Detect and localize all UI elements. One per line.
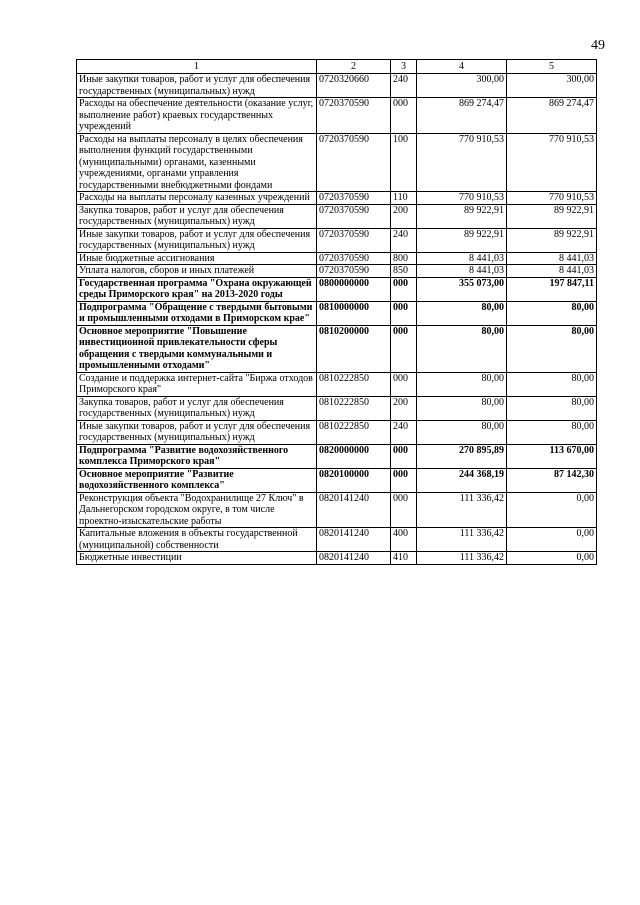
budget-table — [76, 59, 597, 565]
table-row — [77, 444, 597, 468]
row-amount-cell: 8 441,03 — [417, 265, 507, 278]
column-header: 5 — [507, 60, 597, 74]
row-amount-cell: 89 922,91 — [417, 204, 507, 228]
row-amount-cell: 89 922,91 — [507, 204, 597, 228]
table-row — [77, 301, 597, 325]
table-row — [77, 492, 597, 528]
page-number: 49 — [591, 38, 605, 53]
row-expense-type-cell: 240 — [391, 420, 417, 444]
row-name-cell: Государственная программа "Охрана окружающей среды Приморского края" на 2013-2020 годы — [77, 277, 317, 301]
row-amount-cell: 770 910,53 — [417, 133, 507, 192]
row-amount-cell: 80,00 — [417, 325, 507, 372]
row-name-cell: Капитальные вложения в объекты государственной (муниципальной) собственности — [77, 528, 317, 552]
row-code-cell: 0720370590 — [317, 98, 391, 134]
row-expense-type-cell: 240 — [391, 74, 417, 98]
table-row — [77, 325, 597, 372]
row-code-cell: 0720320660 — [317, 74, 391, 98]
row-amount-cell: 8 441,03 — [417, 252, 507, 265]
row-amount-cell: 0,00 — [507, 528, 597, 552]
table-row — [77, 528, 597, 552]
row-name-cell: Иные закупки товаров, работ и услуг для обеспечения государственных (муниципальных) нужд — [77, 420, 317, 444]
row-name-cell: Реконструкция объекта "Водохранилище 27 Ключ" в Дальнегорском городском округе, в том числе проектно-изыскательские работы — [77, 492, 317, 528]
row-expense-type-cell: 800 — [391, 252, 417, 265]
row-name-cell: Иные закупки товаров, работ и услуг для обеспечения государственных (муниципальных) нужд — [77, 228, 317, 252]
row-amount-cell: 87 142,30 — [507, 468, 597, 492]
row-name-cell: Подпрограмма "Развитие водохозяйственного комплекса Приморского края" — [77, 444, 317, 468]
table-row — [77, 228, 597, 252]
row-code-cell: 0820000000 — [317, 444, 391, 468]
row-expense-type-cell: 200 — [391, 204, 417, 228]
table-row — [77, 372, 597, 396]
row-expense-type-cell: 850 — [391, 265, 417, 278]
row-expense-type-cell: 000 — [391, 98, 417, 134]
table-row — [77, 74, 597, 98]
row-amount-cell: 80,00 — [417, 301, 507, 325]
table-row — [77, 98, 597, 134]
row-amount-cell: 300,00 — [417, 74, 507, 98]
row-expense-type-cell: 400 — [391, 528, 417, 552]
row-amount-cell: 111 336,42 — [417, 492, 507, 528]
table-row — [77, 133, 597, 192]
row-amount-cell: 770 910,53 — [507, 192, 597, 205]
row-code-cell: 0800000000 — [317, 277, 391, 301]
row-name-cell: Уплата налогов, сборов и иных платежей — [77, 265, 317, 278]
row-expense-type-cell: 000 — [391, 468, 417, 492]
row-amount-cell: 80,00 — [417, 372, 507, 396]
row-amount-cell: 300,00 — [507, 74, 597, 98]
row-name-cell: Иные закупки товаров, работ и услуг для обеспечения государственных (муниципальных) нужд — [77, 74, 317, 98]
row-name-cell: Основное мероприятие "Развитие водохозяйственного комплекса" — [77, 468, 317, 492]
row-expense-type-cell: 000 — [391, 277, 417, 301]
row-amount-cell: 89 922,91 — [507, 228, 597, 252]
row-amount-cell: 244 368,19 — [417, 468, 507, 492]
row-amount-cell: 80,00 — [417, 420, 507, 444]
column-header: 4 — [417, 60, 507, 74]
row-name-cell: Расходы на выплаты персоналу казенных учреждений — [77, 192, 317, 205]
row-code-cell: 0810000000 — [317, 301, 391, 325]
table-row — [77, 396, 597, 420]
header-row — [77, 60, 597, 74]
row-expense-type-cell: 000 — [391, 372, 417, 396]
row-name-cell: Закупка товаров, работ и услуг для обеспечения государственных (муниципальных) нужд — [77, 204, 317, 228]
row-name-cell: Подпрограмма "Обращение с твердыми бытовыми и промышленными отходами в Приморском крае" — [77, 301, 317, 325]
row-expense-type-cell: 240 — [391, 228, 417, 252]
row-code-cell: 0820141240 — [317, 528, 391, 552]
row-code-cell: 0720370590 — [317, 192, 391, 205]
row-name-cell: Расходы на выплаты персоналу в целях обеспечения выполнения функций государственными (муниципальными) органами, казенными учреждениями, органами управления государственными внебюджетными фондами — [77, 133, 317, 192]
row-name-cell: Бюджетные инвестиции — [77, 552, 317, 565]
row-amount-cell: 89 922,91 — [417, 228, 507, 252]
row-code-cell: 0810200000 — [317, 325, 391, 372]
row-amount-cell: 113 670,00 — [507, 444, 597, 468]
row-expense-type-cell: 000 — [391, 301, 417, 325]
row-amount-cell: 111 336,42 — [417, 552, 507, 565]
row-amount-cell: 869 274,47 — [417, 98, 507, 134]
row-name-cell: Основное мероприятие "Повышение инвестиционной привлекательности сферы обращения с твердыми коммунальными и промышленными отходами" — [77, 325, 317, 372]
row-name-cell: Иные бюджетные ассигнования — [77, 252, 317, 265]
row-code-cell: 0720370590 — [317, 204, 391, 228]
row-amount-cell: 197 847,11 — [507, 277, 597, 301]
row-code-cell: 0720370590 — [317, 252, 391, 265]
column-header: 3 — [391, 60, 417, 74]
row-expense-type-cell: 110 — [391, 192, 417, 205]
row-amount-cell: 111 336,42 — [417, 528, 507, 552]
row-code-cell: 0810222850 — [317, 396, 391, 420]
row-amount-cell: 869 274,47 — [507, 98, 597, 134]
row-name-cell: Закупка товаров, работ и услуг для обеспечения государственных (муниципальных) нужд — [77, 396, 317, 420]
row-amount-cell: 80,00 — [507, 420, 597, 444]
row-amount-cell: 770 910,53 — [417, 192, 507, 205]
column-header: 2 — [317, 60, 391, 74]
row-expense-type-cell: 100 — [391, 133, 417, 192]
table-row — [77, 265, 597, 278]
table-row — [77, 204, 597, 228]
row-amount-cell: 8 441,03 — [507, 265, 597, 278]
row-expense-type-cell: 000 — [391, 444, 417, 468]
table-row — [77, 420, 597, 444]
row-amount-cell: 80,00 — [507, 396, 597, 420]
row-amount-cell: 0,00 — [507, 492, 597, 528]
row-code-cell: 0820141240 — [317, 492, 391, 528]
row-code-cell: 0720370590 — [317, 133, 391, 192]
row-expense-type-cell: 200 — [391, 396, 417, 420]
column-header: 1 — [77, 60, 317, 74]
row-code-cell: 0810222850 — [317, 420, 391, 444]
row-code-cell: 0820100000 — [317, 468, 391, 492]
row-code-cell: 0720370590 — [317, 265, 391, 278]
row-amount-cell: 80,00 — [507, 372, 597, 396]
table-row — [77, 552, 597, 565]
row-code-cell: 0810222850 — [317, 372, 391, 396]
table-row — [77, 252, 597, 265]
table-row — [77, 468, 597, 492]
row-amount-cell: 80,00 — [507, 325, 597, 372]
row-name-cell: Создание и поддержка интернет-сайта "Биржа отходов Приморского края" — [77, 372, 317, 396]
row-amount-cell: 8 441,03 — [507, 252, 597, 265]
row-code-cell: 0820141240 — [317, 552, 391, 565]
table-row — [77, 277, 597, 301]
row-expense-type-cell: 000 — [391, 325, 417, 372]
row-name-cell: Расходы на обеспечение деятельности (оказание услуг, выполнение работ) краевых государственных учреждений — [77, 98, 317, 134]
row-amount-cell: 770 910,53 — [507, 133, 597, 192]
row-amount-cell: 80,00 — [507, 301, 597, 325]
row-amount-cell: 0,00 — [507, 552, 597, 565]
row-amount-cell: 80,00 — [417, 396, 507, 420]
table-row — [77, 192, 597, 205]
row-code-cell: 0720370590 — [317, 228, 391, 252]
row-amount-cell: 270 895,89 — [417, 444, 507, 468]
row-expense-type-cell: 410 — [391, 552, 417, 565]
row-expense-type-cell: 000 — [391, 492, 417, 528]
row-amount-cell: 355 073,00 — [417, 277, 507, 301]
